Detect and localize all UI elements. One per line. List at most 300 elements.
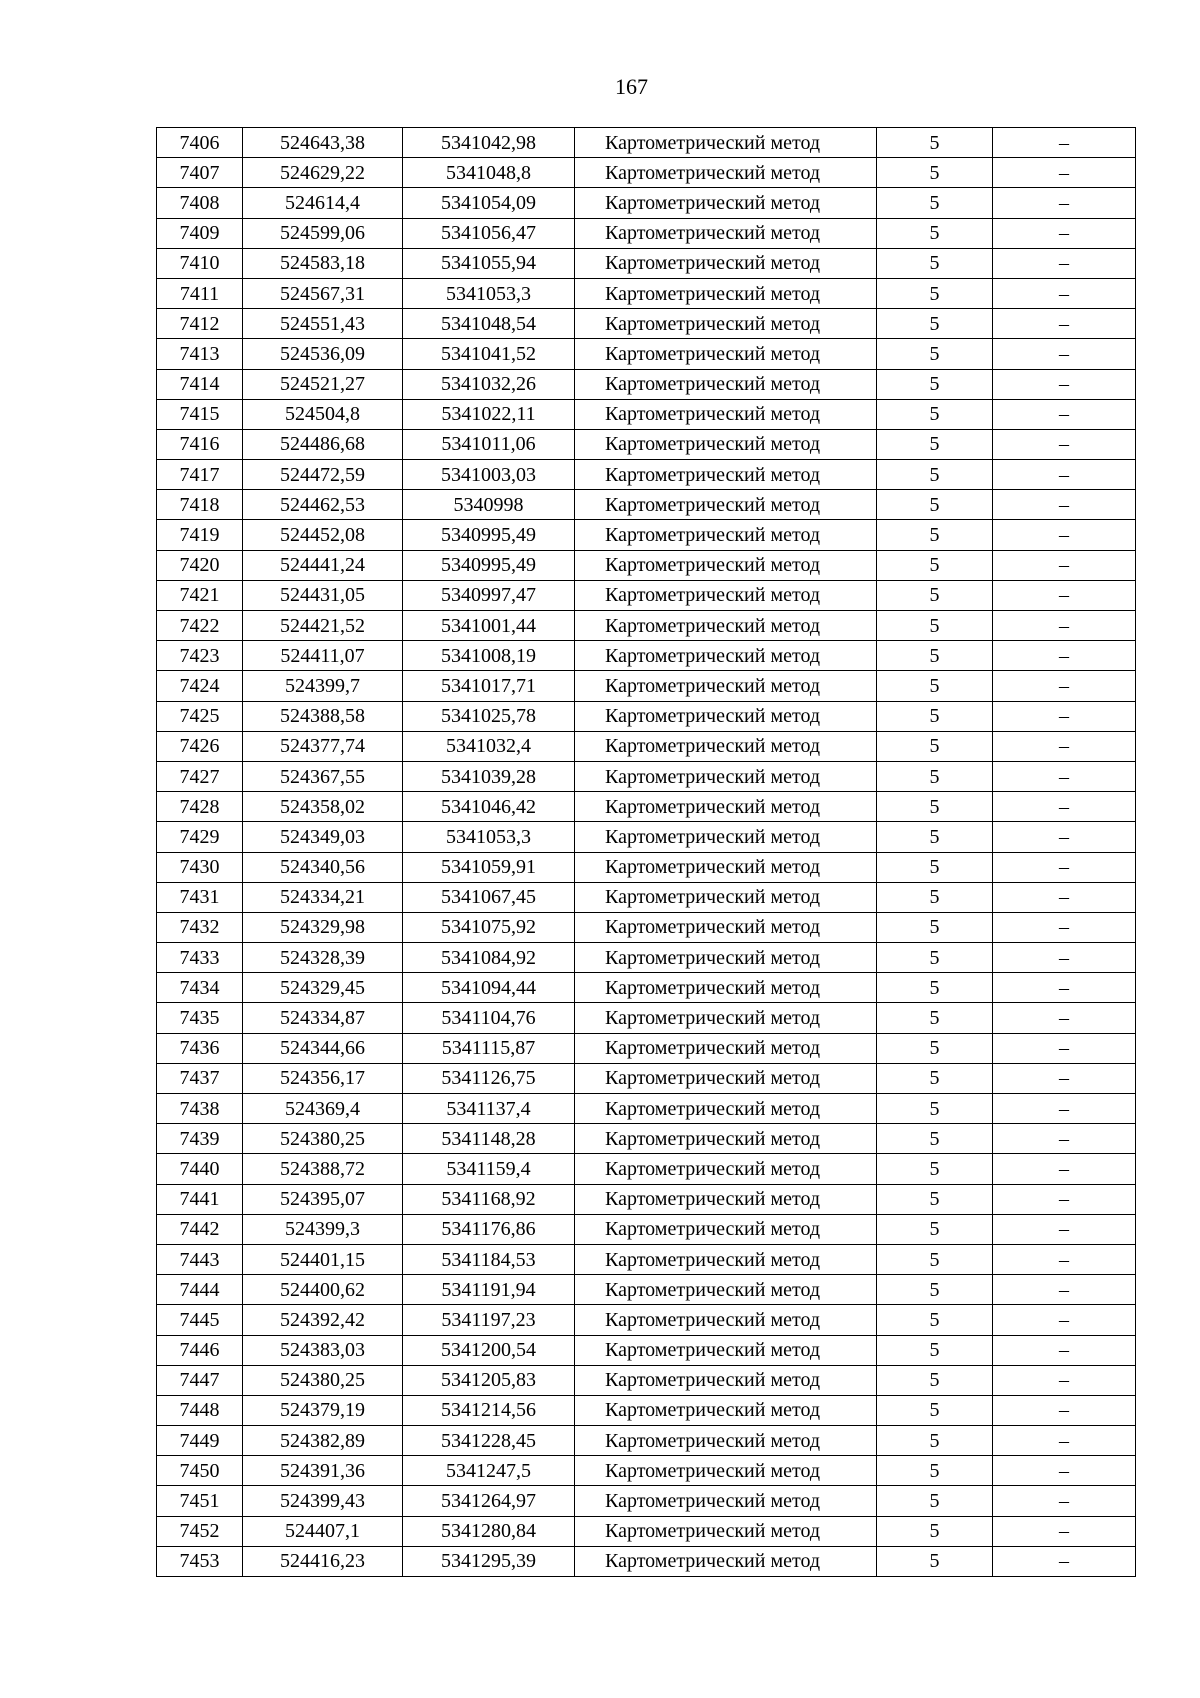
x-coordinate-cell: 524344,66 (243, 1033, 403, 1063)
method-cell: Картометрический метод (575, 1184, 877, 1214)
point-number-cell: 7434 (157, 973, 243, 1003)
y-coordinate-cell: 5341055,94 (403, 248, 575, 278)
method-cell: Картометрический метод (575, 611, 877, 641)
method-cell: Картометрический метод (575, 1305, 877, 1335)
point-number-cell: 7452 (157, 1516, 243, 1546)
point-number-cell: 7414 (157, 369, 243, 399)
x-coordinate-cell: 524349,03 (243, 822, 403, 852)
method-cell: Картометрический метод (575, 309, 877, 339)
x-coordinate-cell: 524407,1 (243, 1516, 403, 1546)
note-cell: – (993, 218, 1136, 248)
accuracy-cell: 5 (877, 1486, 993, 1516)
accuracy-cell: 5 (877, 882, 993, 912)
table-row (157, 1154, 1136, 1184)
y-coordinate-cell: 5341247,5 (403, 1456, 575, 1486)
y-coordinate-cell: 5341200,54 (403, 1335, 575, 1365)
accuracy-cell: 5 (877, 1365, 993, 1395)
method-cell: Картометрический метод (575, 1094, 877, 1124)
note-cell: – (993, 731, 1136, 761)
x-coordinate-cell: 524380,25 (243, 1365, 403, 1395)
method-cell: Картометрический метод (575, 792, 877, 822)
table-row (157, 158, 1136, 188)
method-cell: Картометрический метод (575, 852, 877, 882)
point-number-cell: 7439 (157, 1124, 243, 1154)
accuracy-cell: 5 (877, 1214, 993, 1244)
method-cell: Картометрический метод (575, 399, 877, 429)
note-cell: – (993, 912, 1136, 942)
method-cell: Картометрический метод (575, 641, 877, 671)
x-coordinate-cell: 524551,43 (243, 309, 403, 339)
x-coordinate-cell: 524391,36 (243, 1456, 403, 1486)
point-number-cell: 7408 (157, 188, 243, 218)
point-number-cell: 7444 (157, 1275, 243, 1305)
note-cell: – (993, 882, 1136, 912)
accuracy-cell: 5 (877, 1546, 993, 1576)
point-number-cell: 7427 (157, 761, 243, 791)
x-coordinate-cell: 524380,25 (243, 1124, 403, 1154)
y-coordinate-cell: 5341214,56 (403, 1395, 575, 1425)
method-cell: Картометрический метод (575, 1063, 877, 1093)
accuracy-cell: 5 (877, 339, 993, 369)
y-coordinate-cell: 5341184,53 (403, 1244, 575, 1274)
method-cell: Картометрический метод (575, 188, 877, 218)
y-coordinate-cell: 5341159,4 (403, 1154, 575, 1184)
table-body (157, 128, 1136, 1577)
method-cell: Картометрический метод (575, 882, 877, 912)
point-number-cell: 7428 (157, 792, 243, 822)
note-cell: – (993, 761, 1136, 791)
table-row (157, 822, 1136, 852)
point-number-cell: 7435 (157, 1003, 243, 1033)
point-number-cell: 7451 (157, 1486, 243, 1516)
accuracy-cell: 5 (877, 1154, 993, 1184)
x-coordinate-cell: 524599,06 (243, 218, 403, 248)
y-coordinate-cell: 5341137,4 (403, 1094, 575, 1124)
accuracy-cell: 5 (877, 792, 993, 822)
x-coordinate-cell: 524377,74 (243, 731, 403, 761)
table-row (157, 1124, 1136, 1154)
y-coordinate-cell: 5341115,87 (403, 1033, 575, 1063)
accuracy-cell: 5 (877, 1184, 993, 1214)
x-coordinate-cell: 524421,52 (243, 611, 403, 641)
point-number-cell: 7412 (157, 309, 243, 339)
accuracy-cell: 5 (877, 1426, 993, 1456)
accuracy-cell: 5 (877, 1003, 993, 1033)
method-cell: Картометрический метод (575, 520, 877, 550)
note-cell: – (993, 1395, 1136, 1425)
note-cell: – (993, 128, 1136, 158)
method-cell: Картометрический метод (575, 158, 877, 188)
point-number-cell: 7431 (157, 882, 243, 912)
y-coordinate-cell: 5341046,42 (403, 792, 575, 822)
table-row (157, 761, 1136, 791)
x-coordinate-cell: 524629,22 (243, 158, 403, 188)
note-cell: – (993, 1033, 1136, 1063)
note-cell: – (993, 1184, 1136, 1214)
accuracy-cell: 5 (877, 1395, 993, 1425)
x-coordinate-cell: 524329,45 (243, 973, 403, 1003)
x-coordinate-cell: 524431,05 (243, 580, 403, 610)
table-row (157, 701, 1136, 731)
accuracy-cell: 5 (877, 701, 993, 731)
note-cell: – (993, 1516, 1136, 1546)
note-cell: – (993, 1486, 1136, 1516)
accuracy-cell: 5 (877, 550, 993, 580)
accuracy-cell: 5 (877, 399, 993, 429)
table-row (157, 1546, 1136, 1576)
table-row (157, 1063, 1136, 1093)
method-cell: Картометрический метод (575, 731, 877, 761)
point-number-cell: 7416 (157, 429, 243, 459)
accuracy-cell: 5 (877, 1516, 993, 1546)
method-cell: Картометрический метод (575, 912, 877, 942)
y-coordinate-cell: 5341059,91 (403, 852, 575, 882)
x-coordinate-cell: 524334,21 (243, 882, 403, 912)
y-coordinate-cell: 5341048,54 (403, 309, 575, 339)
y-coordinate-cell: 5340995,49 (403, 520, 575, 550)
coordinates-table (156, 127, 1136, 1577)
note-cell: – (993, 641, 1136, 671)
accuracy-cell: 5 (877, 611, 993, 641)
y-coordinate-cell: 5341280,84 (403, 1516, 575, 1546)
x-coordinate-cell: 524401,15 (243, 1244, 403, 1274)
x-coordinate-cell: 524486,68 (243, 429, 403, 459)
note-cell: – (993, 1456, 1136, 1486)
table-row (157, 641, 1136, 671)
y-coordinate-cell: 5341168,92 (403, 1184, 575, 1214)
accuracy-cell: 5 (877, 1124, 993, 1154)
note-cell: – (993, 158, 1136, 188)
accuracy-cell: 5 (877, 460, 993, 490)
method-cell: Картометрический метод (575, 761, 877, 791)
point-number-cell: 7410 (157, 248, 243, 278)
accuracy-cell: 5 (877, 731, 993, 761)
method-cell: Картометрический метод (575, 429, 877, 459)
point-number-cell: 7417 (157, 460, 243, 490)
x-coordinate-cell: 524388,58 (243, 701, 403, 731)
y-coordinate-cell: 5341176,86 (403, 1214, 575, 1244)
point-number-cell: 7422 (157, 611, 243, 641)
accuracy-cell: 5 (877, 1456, 993, 1486)
accuracy-cell: 5 (877, 1305, 993, 1335)
accuracy-cell: 5 (877, 490, 993, 520)
point-number-cell: 7425 (157, 701, 243, 731)
method-cell: Картометрический метод (575, 1033, 877, 1063)
table-row (157, 882, 1136, 912)
accuracy-cell: 5 (877, 158, 993, 188)
y-coordinate-cell: 5340998 (403, 490, 575, 520)
x-coordinate-cell: 524379,19 (243, 1395, 403, 1425)
point-number-cell: 7420 (157, 550, 243, 580)
note-cell: – (993, 701, 1136, 731)
method-cell: Картометрический метод (575, 1154, 877, 1184)
point-number-cell: 7448 (157, 1395, 243, 1425)
point-number-cell: 7441 (157, 1184, 243, 1214)
note-cell: – (993, 611, 1136, 641)
y-coordinate-cell: 5341228,45 (403, 1426, 575, 1456)
method-cell: Картометрический метод (575, 460, 877, 490)
method-cell: Картометрический метод (575, 1426, 877, 1456)
method-cell: Картометрический метод (575, 1456, 877, 1486)
y-coordinate-cell: 5341197,23 (403, 1305, 575, 1335)
x-coordinate-cell: 524369,4 (243, 1094, 403, 1124)
method-cell: Картометрический метод (575, 490, 877, 520)
y-coordinate-cell: 5341011,06 (403, 429, 575, 459)
note-cell: – (993, 1003, 1136, 1033)
method-cell: Картометрический метод (575, 278, 877, 308)
table-row (157, 580, 1136, 610)
accuracy-cell: 5 (877, 671, 993, 701)
accuracy-cell: 5 (877, 912, 993, 942)
method-cell: Картометрический метод (575, 701, 877, 731)
note-cell: – (993, 792, 1136, 822)
x-coordinate-cell: 524356,17 (243, 1063, 403, 1093)
point-number-cell: 7445 (157, 1305, 243, 1335)
x-coordinate-cell: 524441,24 (243, 550, 403, 580)
note-cell: – (993, 943, 1136, 973)
x-coordinate-cell: 524358,02 (243, 792, 403, 822)
point-number-cell: 7450 (157, 1456, 243, 1486)
method-cell: Картометрический метод (575, 550, 877, 580)
method-cell: Картометрический метод (575, 1546, 877, 1576)
table-row (157, 1516, 1136, 1546)
x-coordinate-cell: 524411,07 (243, 641, 403, 671)
x-coordinate-cell: 524583,18 (243, 248, 403, 278)
accuracy-cell: 5 (877, 973, 993, 1003)
accuracy-cell: 5 (877, 1063, 993, 1093)
accuracy-cell: 5 (877, 1335, 993, 1365)
note-cell: – (993, 822, 1136, 852)
x-coordinate-cell: 524567,31 (243, 278, 403, 308)
y-coordinate-cell: 5341053,3 (403, 822, 575, 852)
point-number-cell: 7433 (157, 943, 243, 973)
point-number-cell: 7426 (157, 731, 243, 761)
table-row (157, 611, 1136, 641)
table-row (157, 1003, 1136, 1033)
method-cell: Картометрический метод (575, 248, 877, 278)
note-cell: – (993, 429, 1136, 459)
x-coordinate-cell: 524367,55 (243, 761, 403, 791)
y-coordinate-cell: 5341054,09 (403, 188, 575, 218)
x-coordinate-cell: 524383,03 (243, 1335, 403, 1365)
y-coordinate-cell: 5341191,94 (403, 1275, 575, 1305)
table-row (157, 943, 1136, 973)
x-coordinate-cell: 524399,3 (243, 1214, 403, 1244)
point-number-cell: 7442 (157, 1214, 243, 1244)
x-coordinate-cell: 524452,08 (243, 520, 403, 550)
table-row (157, 1305, 1136, 1335)
accuracy-cell: 5 (877, 188, 993, 218)
point-number-cell: 7419 (157, 520, 243, 550)
table-row (157, 218, 1136, 248)
y-coordinate-cell: 5341008,19 (403, 641, 575, 671)
table-row (157, 128, 1136, 158)
table-row (157, 188, 1136, 218)
accuracy-cell: 5 (877, 429, 993, 459)
x-coordinate-cell: 524416,23 (243, 1546, 403, 1576)
table-row (157, 1033, 1136, 1063)
x-coordinate-cell: 524399,43 (243, 1486, 403, 1516)
table-row (157, 731, 1136, 761)
method-cell: Картометрический метод (575, 1365, 877, 1395)
accuracy-cell: 5 (877, 1033, 993, 1063)
accuracy-cell: 5 (877, 1275, 993, 1305)
note-cell: – (993, 550, 1136, 580)
point-number-cell: 7440 (157, 1154, 243, 1184)
method-cell: Картометрический метод (575, 1244, 877, 1274)
table-row (157, 429, 1136, 459)
note-cell: – (993, 188, 1136, 218)
method-cell: Картометрический метод (575, 943, 877, 973)
table-row (157, 339, 1136, 369)
note-cell: – (993, 671, 1136, 701)
point-number-cell: 7449 (157, 1426, 243, 1456)
method-cell: Картометрический метод (575, 973, 877, 1003)
accuracy-cell: 5 (877, 580, 993, 610)
note-cell: – (993, 1244, 1136, 1274)
table-row (157, 490, 1136, 520)
point-number-cell: 7438 (157, 1094, 243, 1124)
note-cell: – (993, 1335, 1136, 1365)
method-cell: Картометрический метод (575, 1124, 877, 1154)
note-cell: – (993, 580, 1136, 610)
method-cell: Картометрический метод (575, 822, 877, 852)
table-row (157, 1456, 1136, 1486)
point-number-cell: 7406 (157, 128, 243, 158)
method-cell: Картометрический метод (575, 339, 877, 369)
y-coordinate-cell: 5340997,47 (403, 580, 575, 610)
point-number-cell: 7413 (157, 339, 243, 369)
table-row (157, 1214, 1136, 1244)
point-number-cell: 7415 (157, 399, 243, 429)
accuracy-cell: 5 (877, 1244, 993, 1274)
table-row (157, 1184, 1136, 1214)
y-coordinate-cell: 5341126,75 (403, 1063, 575, 1093)
accuracy-cell: 5 (877, 641, 993, 671)
table-row (157, 1244, 1136, 1274)
point-number-cell: 7432 (157, 912, 243, 942)
point-number-cell: 7411 (157, 278, 243, 308)
note-cell: – (993, 1275, 1136, 1305)
y-coordinate-cell: 5341025,78 (403, 701, 575, 731)
table-row (157, 520, 1136, 550)
y-coordinate-cell: 5341205,83 (403, 1365, 575, 1395)
table-row (157, 460, 1136, 490)
x-coordinate-cell: 524400,62 (243, 1275, 403, 1305)
y-coordinate-cell: 5341022,11 (403, 399, 575, 429)
y-coordinate-cell: 5341032,4 (403, 731, 575, 761)
y-coordinate-cell: 5341003,03 (403, 460, 575, 490)
y-coordinate-cell: 5341041,52 (403, 339, 575, 369)
point-number-cell: 7424 (157, 671, 243, 701)
x-coordinate-cell: 524504,8 (243, 399, 403, 429)
accuracy-cell: 5 (877, 369, 993, 399)
note-cell: – (993, 852, 1136, 882)
x-coordinate-cell: 524536,09 (243, 339, 403, 369)
x-coordinate-cell: 524340,56 (243, 852, 403, 882)
table-row (157, 399, 1136, 429)
table-row (157, 671, 1136, 701)
x-coordinate-cell: 524329,98 (243, 912, 403, 942)
accuracy-cell: 5 (877, 309, 993, 339)
method-cell: Картометрический метод (575, 369, 877, 399)
method-cell: Картометрический метод (575, 1214, 877, 1244)
note-cell: – (993, 973, 1136, 1003)
y-coordinate-cell: 5341264,97 (403, 1486, 575, 1516)
note-cell: – (993, 1546, 1136, 1576)
point-number-cell: 7443 (157, 1244, 243, 1274)
accuracy-cell: 5 (877, 218, 993, 248)
y-coordinate-cell: 5341032,26 (403, 369, 575, 399)
y-coordinate-cell: 5341148,28 (403, 1124, 575, 1154)
point-number-cell: 7430 (157, 852, 243, 882)
accuracy-cell: 5 (877, 248, 993, 278)
x-coordinate-cell: 524334,87 (243, 1003, 403, 1033)
table-row (157, 278, 1136, 308)
accuracy-cell: 5 (877, 852, 993, 882)
table-row (157, 1426, 1136, 1456)
note-cell: – (993, 1124, 1136, 1154)
accuracy-cell: 5 (877, 128, 993, 158)
point-number-cell: 7453 (157, 1546, 243, 1576)
accuracy-cell: 5 (877, 943, 993, 973)
x-coordinate-cell: 524462,53 (243, 490, 403, 520)
y-coordinate-cell: 5341295,39 (403, 1546, 575, 1576)
table-row (157, 550, 1136, 580)
x-coordinate-cell: 524521,27 (243, 369, 403, 399)
note-cell: – (993, 248, 1136, 278)
table-row (157, 1395, 1136, 1425)
note-cell: – (993, 369, 1136, 399)
note-cell: – (993, 1094, 1136, 1124)
note-cell: – (993, 460, 1136, 490)
x-coordinate-cell: 524643,38 (243, 128, 403, 158)
note-cell: – (993, 520, 1136, 550)
note-cell: – (993, 1063, 1136, 1093)
x-coordinate-cell: 524614,4 (243, 188, 403, 218)
table-row (157, 369, 1136, 399)
note-cell: – (993, 1365, 1136, 1395)
note-cell: – (993, 339, 1136, 369)
note-cell: – (993, 309, 1136, 339)
table-row (157, 912, 1136, 942)
point-number-cell: 7407 (157, 158, 243, 188)
y-coordinate-cell: 5341056,47 (403, 218, 575, 248)
accuracy-cell: 5 (877, 822, 993, 852)
y-coordinate-cell: 5341104,76 (403, 1003, 575, 1033)
method-cell: Картометрический метод (575, 1516, 877, 1546)
method-cell: Картометрический метод (575, 1486, 877, 1516)
table-row (157, 973, 1136, 1003)
table-row (157, 852, 1136, 882)
method-cell: Картометрический метод (575, 128, 877, 158)
y-coordinate-cell: 5341042,98 (403, 128, 575, 158)
point-number-cell: 7421 (157, 580, 243, 610)
note-cell: – (993, 1305, 1136, 1335)
point-number-cell: 7429 (157, 822, 243, 852)
table-row (157, 1275, 1136, 1305)
method-cell: Картометрический метод (575, 671, 877, 701)
x-coordinate-cell: 524472,59 (243, 460, 403, 490)
accuracy-cell: 5 (877, 278, 993, 308)
point-number-cell: 7423 (157, 641, 243, 671)
x-coordinate-cell: 524382,89 (243, 1426, 403, 1456)
note-cell: – (993, 278, 1136, 308)
table-row (157, 309, 1136, 339)
accuracy-cell: 5 (877, 761, 993, 791)
page-number: 167 (615, 74, 648, 99)
table-row (157, 792, 1136, 822)
